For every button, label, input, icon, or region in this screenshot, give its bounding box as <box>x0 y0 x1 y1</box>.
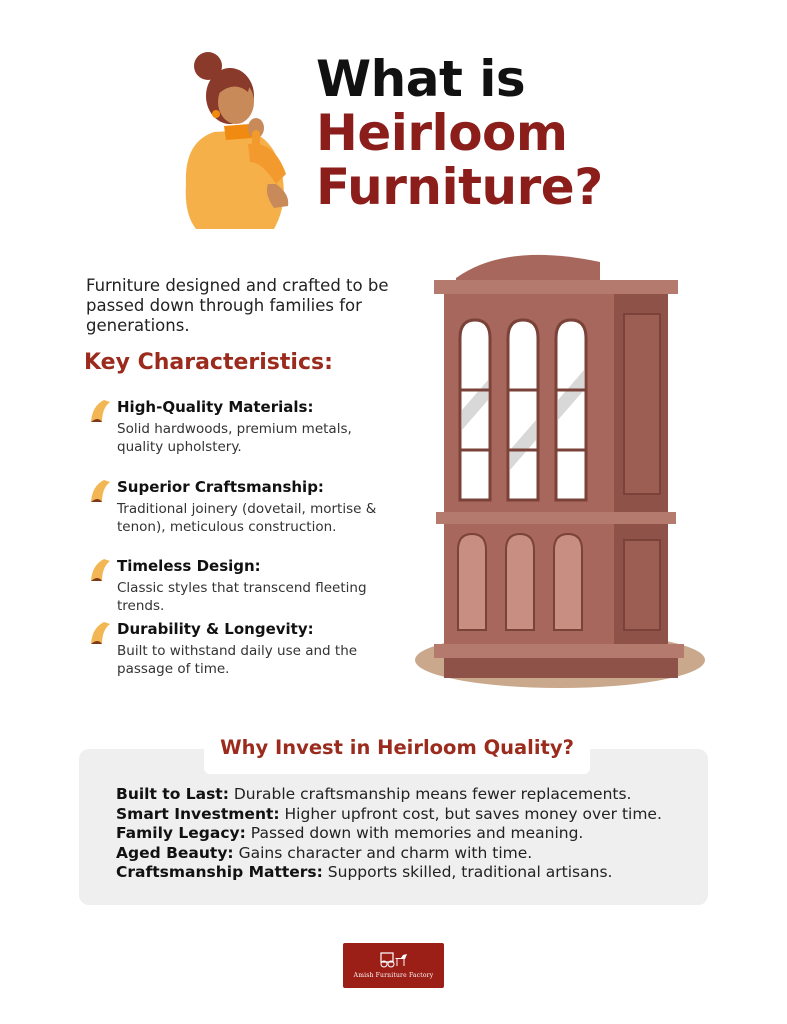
invest-item <box>116 863 662 883</box>
invest-item-label: Aged Beauty: <box>116 843 234 862</box>
china-cabinet-illustration <box>410 250 710 700</box>
invest-heading: Why Invest in Heirloom Quality? <box>220 736 574 759</box>
brand-logo[interactable] <box>343 943 444 988</box>
invest-item-text: Supports skilled, traditional artisans. <box>327 863 613 881</box>
invest-item-text: Passed down with memories and meaning. <box>250 824 584 842</box>
invest-list <box>116 785 662 883</box>
characteristic-desc: Built to withstand daily use and the passage of time. <box>117 643 358 677</box>
invest-item <box>116 805 662 825</box>
invest-item <box>116 824 662 844</box>
bell-bullet-icon <box>88 478 114 504</box>
characteristic-desc: Solid hardwoods, premium metals, quality upholstery. <box>117 421 352 455</box>
title-line-1: What is <box>316 50 526 108</box>
page-title <box>316 52 603 214</box>
characteristic-title: High-Quality Materials: <box>117 398 314 416</box>
invest-item-text: Gains character and charm with time. <box>238 843 533 862</box>
invest-item <box>116 785 662 805</box>
invest-item-label: Family Legacy: <box>116 824 246 842</box>
invest-item-label: Craftsmanship Matters: <box>116 863 323 881</box>
horse-buggy-icon <box>379 949 409 969</box>
invest-item <box>116 844 662 864</box>
invest-item-label: Smart Investment: <box>116 804 280 823</box>
characteristic-item <box>88 398 398 458</box>
bell-bullet-icon <box>88 398 114 424</box>
characteristic-desc: Traditional joinery (dovetail, mortise & tenon), meticulous construction. <box>117 501 377 535</box>
characteristic-title: Timeless Design: <box>117 557 261 575</box>
characteristic-title: Superior Craftsmanship: <box>117 478 324 496</box>
invest-item-text: Higher upfront cost, but saves money over time. <box>284 804 662 823</box>
bell-bullet-icon <box>88 557 114 583</box>
bell-bullet-icon <box>88 620 114 646</box>
characteristic-title: Durability & Longevity: <box>117 620 314 638</box>
logo-text: Amish Furniture Factory <box>353 972 434 979</box>
title-line-3: Furniture? <box>316 158 603 216</box>
invest-item-text: Durable craftsmanship means fewer replacements. <box>233 785 632 803</box>
key-characteristics-heading: Key Characteristics: <box>84 350 333 375</box>
intro-text: Furniture designed and crafted to be passed down through families for generations. <box>86 276 389 335</box>
characteristic-item <box>88 620 398 680</box>
thinking-woman-illustration <box>178 44 313 229</box>
characteristic-item <box>88 478 398 538</box>
invest-item-label: Built to Last: <box>116 785 229 803</box>
title-line-2: Heirloom <box>316 104 568 162</box>
characteristic-desc: Classic styles that transcend fleeting trends. <box>117 580 367 614</box>
characteristic-item <box>88 557 398 617</box>
